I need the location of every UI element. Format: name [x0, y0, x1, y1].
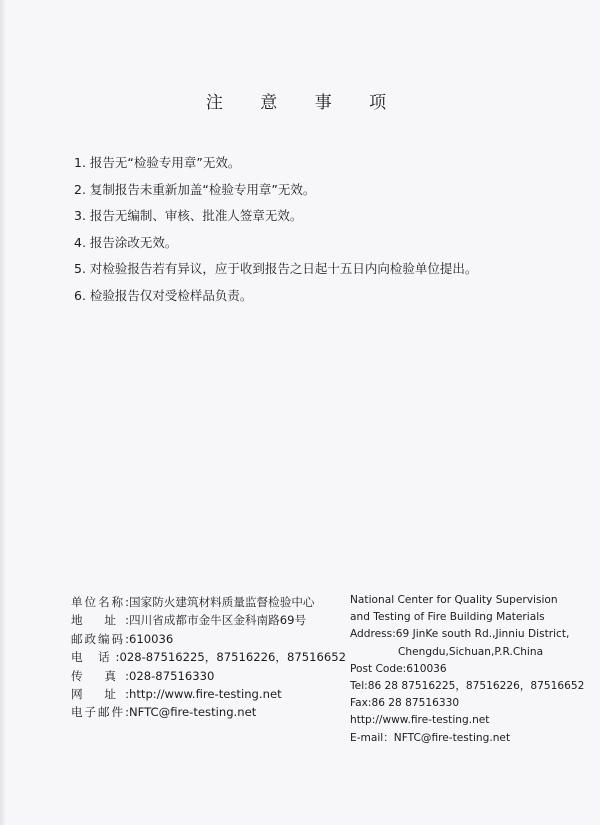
- notice-item-6: 6. 检验报告仅对受检样品负责。: [74, 287, 253, 303]
- contact-info-chinese: [71, 593, 346, 722]
- en-center-name-line1: National Center for Quality Supervision: [350, 594, 558, 606]
- notice-list: [74, 150, 574, 310]
- contact-row-unit: [71, 593, 346, 611]
- notice-item-2: 2. 复制报告未重新加盖“检验专用章”无效。: [74, 181, 316, 197]
- notice-item-1: 1. 报告无“检验专用章”无效。: [74, 155, 241, 170]
- email-label: 电子邮件:: [71, 705, 129, 720]
- en-phone: Tel:86 28 87516225，87516226，87516652: [350, 680, 585, 693]
- en-email: E-mail：NFTC@fire-testing.net: [350, 731, 511, 744]
- contact-info-english: [350, 592, 590, 747]
- address-value: 四川省成都市金牛区金科南路69号: [129, 613, 307, 628]
- en-fax: Fax:86 28 87516330: [350, 697, 460, 710]
- contact-row-postcode: [71, 630, 346, 648]
- postcode-value: 610036: [129, 631, 174, 646]
- notice-item-4: 4. 报告涂改无效。: [74, 234, 178, 250]
- page-title: 注 意 事 项: [205, 93, 403, 113]
- phone-value: 028-87516225，87516226，87516652: [119, 650, 346, 665]
- postcode-label: 邮政编码:: [71, 631, 129, 646]
- fax-label: 传 真:: [71, 668, 129, 683]
- contact-row-email: [71, 703, 346, 721]
- en-postcode: Post Code:610036: [350, 662, 447, 675]
- en-center-name-line2: and Testing of Fire Building Materials: [350, 611, 545, 624]
- contact-row-phone: [71, 648, 346, 666]
- address-label: 地 址:: [71, 613, 129, 628]
- en-address-line1: Address:69 JinKe south Rd.,Jinniu District,: [350, 628, 570, 641]
- notice-item-3: 3. 报告无编制、审核、批准人签章无效。: [74, 208, 303, 224]
- contact-row-address: [71, 611, 346, 629]
- phone-label: 电 话:: [71, 650, 120, 665]
- contact-row-fax: [71, 667, 346, 685]
- email-value: NFTC@fire-testing.net: [129, 705, 257, 720]
- page-edge-shadow: [0, 0, 6, 825]
- en-website: http://www.fire-testing.net: [350, 714, 490, 727]
- website-label: 网 址:: [71, 687, 129, 702]
- fax-value: 028-87516330: [129, 668, 215, 683]
- website-value: http://www.fire-testing.net: [129, 687, 282, 702]
- unit-value: 国家防火建筑材料质量监督检验中心: [129, 595, 315, 609]
- en-address-line2: Chengdu,Sichuan,P.R.China: [398, 645, 544, 658]
- contact-row-website: [71, 685, 346, 703]
- notice-item-5: 5. 对检验报告若有异议，应于收到报告之日起十五日内向检验单位提出。: [74, 261, 478, 277]
- unit-label: 单位名称:: [71, 595, 129, 609]
